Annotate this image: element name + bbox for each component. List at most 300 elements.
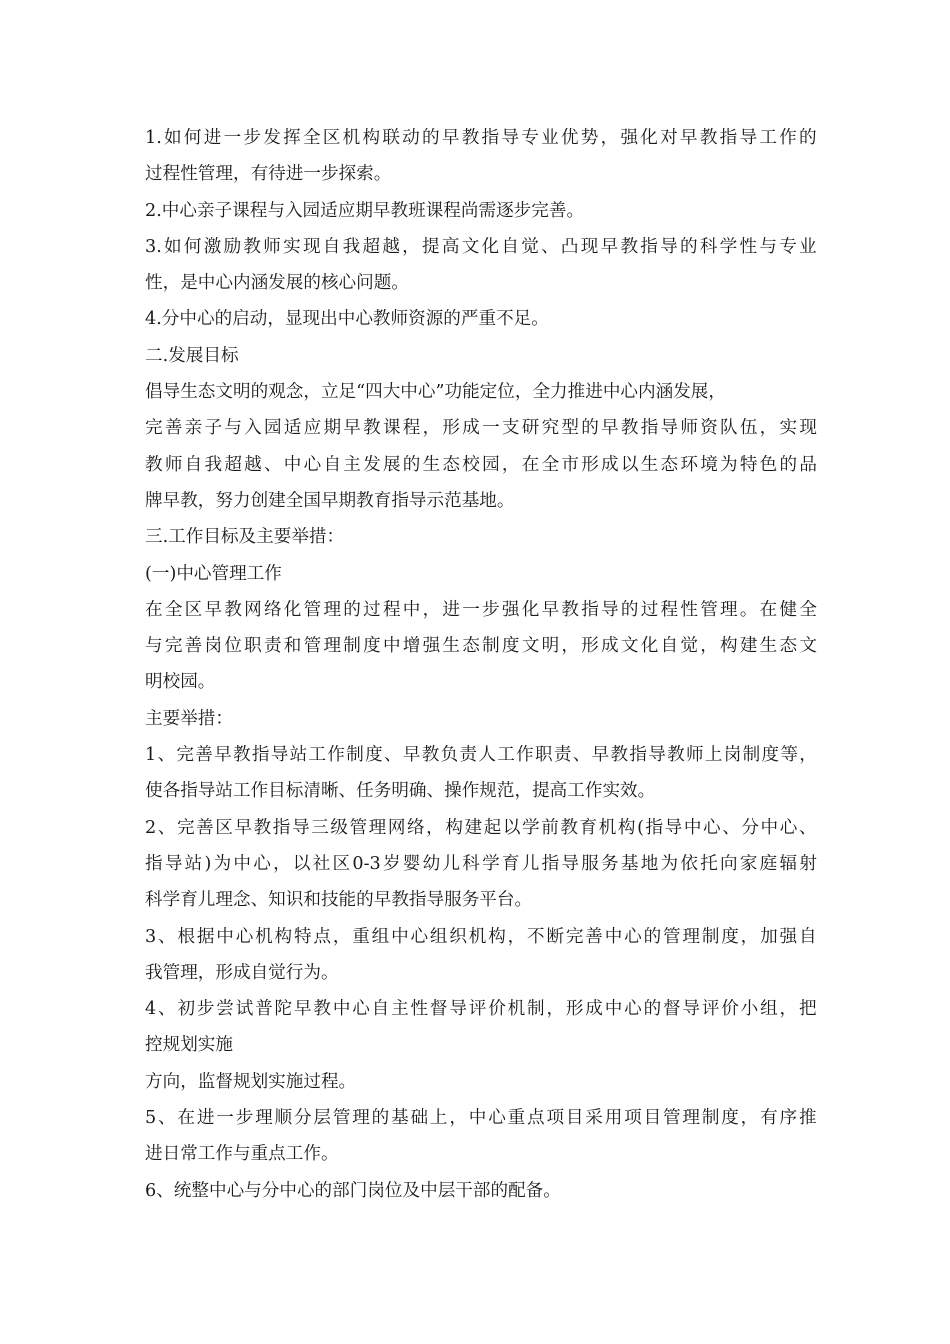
glyph: ， [600, 128, 619, 148]
glyph: 境 [700, 454, 718, 475]
glyph: 究 [541, 418, 560, 439]
glyph: 为 [720, 454, 738, 475]
glyph: ， [332, 926, 351, 947]
glyph: 理 [255, 1108, 273, 1129]
glyph: 强 [620, 128, 639, 148]
glyph: 为 [660, 853, 679, 874]
glyph: 层 [313, 1108, 331, 1129]
glyph: 指 [629, 745, 647, 766]
glyph: 自 [501, 236, 519, 257]
glyph: 重 [507, 1108, 526, 1129]
glyph: 现 [302, 236, 321, 257]
glyph: 早 [204, 599, 223, 620]
glyph: 管 [332, 1108, 351, 1129]
glyph: 陀 [274, 999, 293, 1020]
text-line [145, 229, 817, 265]
glyph: 全 [302, 128, 321, 148]
glyph: 教 [560, 817, 578, 838]
glyph: ， [501, 454, 520, 475]
glyph: 育 [579, 817, 598, 838]
text-line: 控规划实施 [145, 1035, 233, 1056]
glyph: 形 [442, 418, 461, 439]
glyph: 形 [581, 636, 599, 657]
glyph: 项 [546, 1108, 565, 1129]
glyph: 应 [303, 418, 322, 439]
glyph: 中 [283, 454, 302, 475]
glyph: 特 [293, 926, 312, 947]
glyph: 、 [798, 817, 817, 838]
glyph: 根 [177, 926, 196, 947]
glyph: 责 [459, 745, 478, 766]
glyph: 早 [441, 128, 460, 148]
glyph: 中 [604, 926, 623, 947]
text-line: 6、统整中心与分中心的部门岗位及中层干部的配备。 [145, 1180, 561, 1201]
glyph: 园 [263, 418, 282, 439]
glyph: 目 [643, 1108, 662, 1129]
glyph: 理 [323, 599, 342, 620]
glyph: 职 [244, 636, 262, 657]
glyph: 育 [501, 853, 520, 874]
glyph: 早 [541, 599, 560, 620]
glyph: 站 [289, 745, 308, 766]
glyph: 、 [157, 817, 176, 838]
glyph: 理 [682, 926, 701, 947]
glyph: 教 [667, 745, 685, 766]
glyph: 组 [429, 926, 448, 947]
glyph: 管 [303, 636, 322, 657]
glyph: 与 [145, 636, 163, 657]
text-line: 科学育儿理念、知识和技能的早教指导服务平台。 [145, 890, 533, 911]
glyph: 心 [703, 817, 721, 838]
glyph: 超 [362, 236, 381, 257]
glyph: 如 [164, 128, 182, 148]
glyph: 挥 [283, 128, 301, 148]
glyph: 文 [620, 636, 639, 657]
glyph: 适 [283, 418, 302, 439]
glyph: 发 [263, 128, 281, 148]
glyph: 完 [176, 817, 195, 838]
glyph: 以 [620, 454, 639, 475]
glyph: 越 [382, 236, 400, 257]
glyph: 度 [363, 636, 381, 657]
glyph: ， [422, 418, 441, 439]
glyph: 度 [501, 636, 520, 657]
glyph: 3 [145, 926, 157, 947]
glyph: 用 [604, 1108, 623, 1129]
glyph: 站 [184, 853, 203, 874]
glyph: 价 [488, 999, 506, 1020]
glyph: 的 [422, 128, 440, 148]
glyph: 师 [685, 745, 704, 766]
glyph: 幼 [422, 853, 441, 874]
glyph: 现 [799, 418, 817, 439]
glyph: 态 [779, 636, 798, 657]
glyph: ( [637, 817, 644, 838]
glyph: 指 [251, 745, 270, 766]
glyph: 越 [244, 454, 262, 475]
glyph: 心 [303, 454, 322, 475]
glyph: 组 [371, 926, 390, 947]
glyph: 以 [502, 817, 521, 838]
text-line: 方向，监督规划实施过程。 [145, 1071, 357, 1092]
glyph: 网 [387, 817, 406, 838]
glyph: 度 [721, 1108, 739, 1129]
glyph: 成 [585, 999, 603, 1020]
glyph: 级 [330, 817, 348, 838]
glyph: 中 [683, 817, 702, 838]
glyph: 步 [243, 128, 262, 148]
glyph: 过 [640, 599, 659, 620]
glyph: 对 [660, 128, 678, 148]
glyph: 程 [660, 599, 679, 620]
glyph: 重 [352, 926, 370, 947]
glyph: 觉 [680, 636, 698, 657]
glyph: 导 [501, 128, 519, 148]
text-line [145, 628, 817, 664]
glyph: 向 [720, 853, 738, 874]
glyph: 理 [682, 1108, 701, 1129]
glyph: 早 [293, 999, 312, 1020]
glyph: 导 [270, 745, 289, 766]
glyph: 试 [235, 999, 254, 1020]
glyph: 等 [780, 745, 798, 766]
glyph: 一 [216, 1108, 234, 1129]
glyph: 管 [303, 599, 322, 620]
glyph: 环 [680, 454, 698, 475]
glyph: 项 [624, 1108, 642, 1129]
glyph: 岁 [382, 853, 401, 874]
glyph: 如 [164, 236, 182, 257]
glyph: 、 [722, 817, 740, 838]
glyph: 自 [798, 926, 817, 947]
glyph: ， [759, 418, 778, 439]
glyph: 激 [203, 236, 222, 257]
glyph: 教 [421, 745, 440, 766]
glyph: 完 [145, 418, 163, 439]
glyph: ， [546, 999, 565, 1020]
glyph: 何 [183, 128, 202, 148]
glyph: 觉 [521, 236, 539, 257]
glyph: 教 [232, 745, 251, 766]
glyph: 机 [468, 926, 487, 947]
glyph: 教 [620, 418, 639, 439]
glyph: 期 [323, 418, 342, 439]
glyph: 子 [204, 418, 223, 439]
glyph: 教 [145, 454, 163, 475]
glyph: 指 [645, 817, 664, 838]
glyph: 、 [157, 745, 176, 766]
glyph: 中 [216, 926, 234, 947]
glyph: 职 [534, 745, 553, 766]
glyph: 联 [382, 128, 400, 148]
glyph: 过 [363, 599, 381, 620]
glyph: 托 [700, 853, 718, 874]
glyph: 1. [145, 128, 162, 148]
glyph: 度 [761, 745, 780, 766]
glyph: 工 [759, 128, 777, 148]
glyph: 伍 [739, 418, 758, 439]
glyph: ， [779, 999, 798, 1020]
glyph: 研 [521, 418, 540, 439]
glyph: 制 [701, 926, 720, 947]
glyph: 的 [343, 599, 361, 620]
glyph: 和 [283, 636, 302, 657]
glyph: 责 [263, 636, 282, 657]
glyph: 起 [483, 817, 502, 838]
glyph: 心 [253, 853, 271, 874]
glyph: 、 [383, 745, 402, 766]
glyph: 教 [699, 128, 718, 148]
glyph: 中 [760, 817, 779, 838]
glyph: 基 [391, 1108, 409, 1129]
text-line: 性，是中心内涵发展的核心问题。 [145, 273, 409, 294]
glyph: 小 [740, 999, 759, 1020]
glyph: 亲 [184, 418, 203, 439]
glyph: 全 [799, 599, 817, 620]
glyph: 理 [368, 817, 387, 838]
glyph: 中 [604, 999, 623, 1020]
glyph: 的 [620, 599, 639, 620]
glyph: 机 [507, 999, 526, 1020]
glyph: 地 [640, 853, 659, 874]
glyph: 人 [478, 745, 496, 766]
glyph: 、 [541, 236, 559, 257]
glyph: 机 [342, 128, 361, 148]
glyph: 的 [799, 128, 817, 148]
glyph: 一 [462, 599, 480, 620]
glyph: 责 [553, 745, 572, 766]
glyph: 成 [601, 636, 619, 657]
glyph: 进 [442, 599, 461, 620]
glyph: 基 [620, 853, 639, 874]
glyph: 展 [382, 454, 401, 475]
glyph: 。 [739, 599, 758, 620]
text-line [145, 991, 817, 1027]
glyph: 负 [440, 745, 459, 766]
glyph: 教 [243, 236, 262, 257]
glyph: 性 [410, 999, 429, 1020]
glyph: 主 [391, 999, 409, 1020]
glyph: 3. [145, 236, 162, 257]
glyph: 以 [292, 853, 311, 874]
glyph: 有 [760, 1108, 778, 1129]
glyph: 心 [235, 926, 254, 947]
glyph: 础 [410, 1108, 429, 1129]
glyph: 教 [363, 418, 381, 439]
glyph: 2 [145, 817, 157, 838]
glyph: 机 [598, 817, 617, 838]
glyph: 中 [391, 926, 409, 947]
glyph: 普 [255, 999, 273, 1020]
glyph: 支 [501, 418, 520, 439]
glyph: 0-3 [352, 853, 381, 874]
glyph: 导 [660, 236, 678, 257]
glyph: 组 [760, 999, 778, 1020]
glyph: 一 [482, 418, 500, 439]
glyph: 理 [323, 636, 342, 657]
glyph: 庭 [759, 853, 778, 874]
glyph: 价 [721, 999, 739, 1020]
glyph: 指 [719, 128, 738, 148]
glyph: 的 [643, 999, 662, 1020]
glyph: 岗 [723, 745, 742, 766]
glyph: ， [740, 926, 759, 947]
glyph: 导 [664, 817, 683, 838]
section-heading: 三.工作目标及主要举措： [145, 527, 345, 548]
glyph: 中 [402, 599, 421, 620]
glyph: 、 [158, 926, 176, 947]
glyph: 作 [779, 128, 797, 148]
glyph: 特 [739, 454, 758, 475]
glyph: 形 [581, 454, 599, 475]
text-line [145, 447, 817, 483]
glyph: 把 [798, 999, 817, 1020]
glyph: 早 [600, 236, 619, 257]
glyph: 提 [422, 236, 440, 257]
glyph: 机 [255, 926, 273, 947]
glyph: 制 [343, 636, 361, 657]
section-heading: 二.发展目标 [145, 345, 239, 366]
glyph: 高 [441, 236, 460, 257]
glyph: 的 [371, 1108, 390, 1129]
glyph: 学 [719, 236, 738, 257]
glyph: ， [561, 636, 579, 657]
glyph: 上 [704, 745, 723, 766]
glyph: 态 [442, 454, 461, 475]
glyph: 课 [382, 418, 401, 439]
glyph: 辐 [779, 853, 798, 874]
glyph: 制 [346, 745, 364, 766]
glyph: 管 [662, 1108, 681, 1129]
glyph: 不 [527, 926, 545, 947]
glyph: 射 [799, 853, 817, 874]
glyph: 中 [332, 999, 351, 1020]
glyph: 步 [235, 1108, 254, 1129]
glyph: 管 [662, 926, 681, 947]
glyph: 1 [145, 745, 157, 766]
glyph: 励 [223, 236, 242, 257]
glyph: 中 [382, 636, 401, 657]
glyph: 构 [617, 817, 636, 838]
glyph: 生 [442, 636, 461, 657]
glyph: 为 [213, 853, 232, 874]
glyph: 指 [541, 853, 560, 874]
glyph: 加 [760, 926, 778, 947]
glyph: 成 [462, 418, 480, 439]
glyph: 强 [779, 926, 798, 947]
glyph: 中 [468, 1108, 487, 1129]
glyph: 区 [332, 853, 351, 874]
text-line [145, 846, 817, 882]
glyph: 专 [521, 128, 539, 148]
glyph: ， [449, 1108, 467, 1129]
glyph: 学 [522, 817, 540, 838]
glyph: 依 [680, 853, 698, 874]
glyph: 导 [601, 599, 619, 620]
glyph: 文 [521, 636, 540, 657]
glyph: 区 [184, 599, 203, 620]
glyph: 善 [196, 817, 214, 838]
glyph: 建 [464, 817, 483, 838]
glyph: 何 [183, 236, 202, 257]
glyph: 导 [164, 853, 183, 874]
glyph: 生 [422, 454, 441, 475]
glyph: 指 [272, 817, 291, 838]
glyph: 自 [322, 236, 341, 257]
glyph: 的 [779, 454, 798, 475]
glyph: 作 [516, 745, 534, 766]
text-line: 牌早教，努力创建全国早期教育指导示范基地。 [145, 490, 515, 511]
glyph: 教 [561, 599, 579, 620]
glyph: 在 [759, 599, 778, 620]
glyph: 教 [253, 817, 272, 838]
glyph: 善 [184, 636, 203, 657]
glyph: 评 [468, 999, 487, 1020]
glyph: 程 [402, 418, 421, 439]
glyph: 文 [461, 236, 480, 257]
glyph: 指 [145, 853, 163, 874]
glyph: 导 [561, 853, 579, 874]
glyph: 与 [759, 236, 777, 257]
glyph: 增 [402, 636, 421, 657]
glyph: 的 [581, 418, 599, 439]
glyph: 生 [640, 454, 659, 475]
text-line: 明校园。 [145, 672, 216, 693]
glyph: 度 [365, 745, 383, 766]
glyph: 与 [224, 418, 242, 439]
glyph: 品 [799, 454, 817, 475]
glyph: 工 [497, 745, 515, 766]
glyph: 、 [263, 454, 282, 475]
glyph: 构 [445, 817, 463, 838]
glyph: 儿 [521, 853, 540, 874]
glyph: 心 [779, 817, 798, 838]
glyph: 善 [164, 418, 183, 439]
glyph: 师 [164, 454, 183, 475]
glyph: 、 [572, 745, 591, 766]
glyph: 早 [601, 418, 619, 439]
glyph: 自 [371, 999, 390, 1020]
glyph: 心 [624, 999, 642, 1020]
glyph: 优 [560, 128, 579, 148]
glyph: 社 [312, 853, 331, 874]
glyph: 自 [660, 636, 679, 657]
glyph: 在 [145, 599, 163, 620]
glyph: 推 [798, 1108, 817, 1129]
glyph: 织 [449, 926, 467, 947]
glyph: 态 [660, 454, 679, 475]
text-line [145, 1100, 817, 1136]
glyph: 师 [263, 236, 281, 257]
glyph: 科 [462, 853, 480, 874]
text-line: 进日常工作与重点工作。 [145, 1144, 339, 1165]
glyph: 区 [215, 817, 233, 838]
glyph: 指 [581, 599, 599, 620]
glyph: 自 [323, 454, 342, 475]
glyph: 心 [410, 926, 429, 947]
glyph: 凸 [560, 236, 579, 257]
glyph: 度 [721, 926, 739, 947]
glyph: 善 [585, 926, 603, 947]
text-line [145, 120, 817, 156]
glyph: 我 [342, 236, 361, 257]
glyph: 制 [482, 636, 500, 657]
glyph: 程 [382, 599, 401, 620]
glyph: 的 [643, 926, 662, 947]
glyph: 园 [482, 454, 500, 475]
glyph: ， [273, 853, 291, 874]
glyph: 导 [660, 418, 679, 439]
